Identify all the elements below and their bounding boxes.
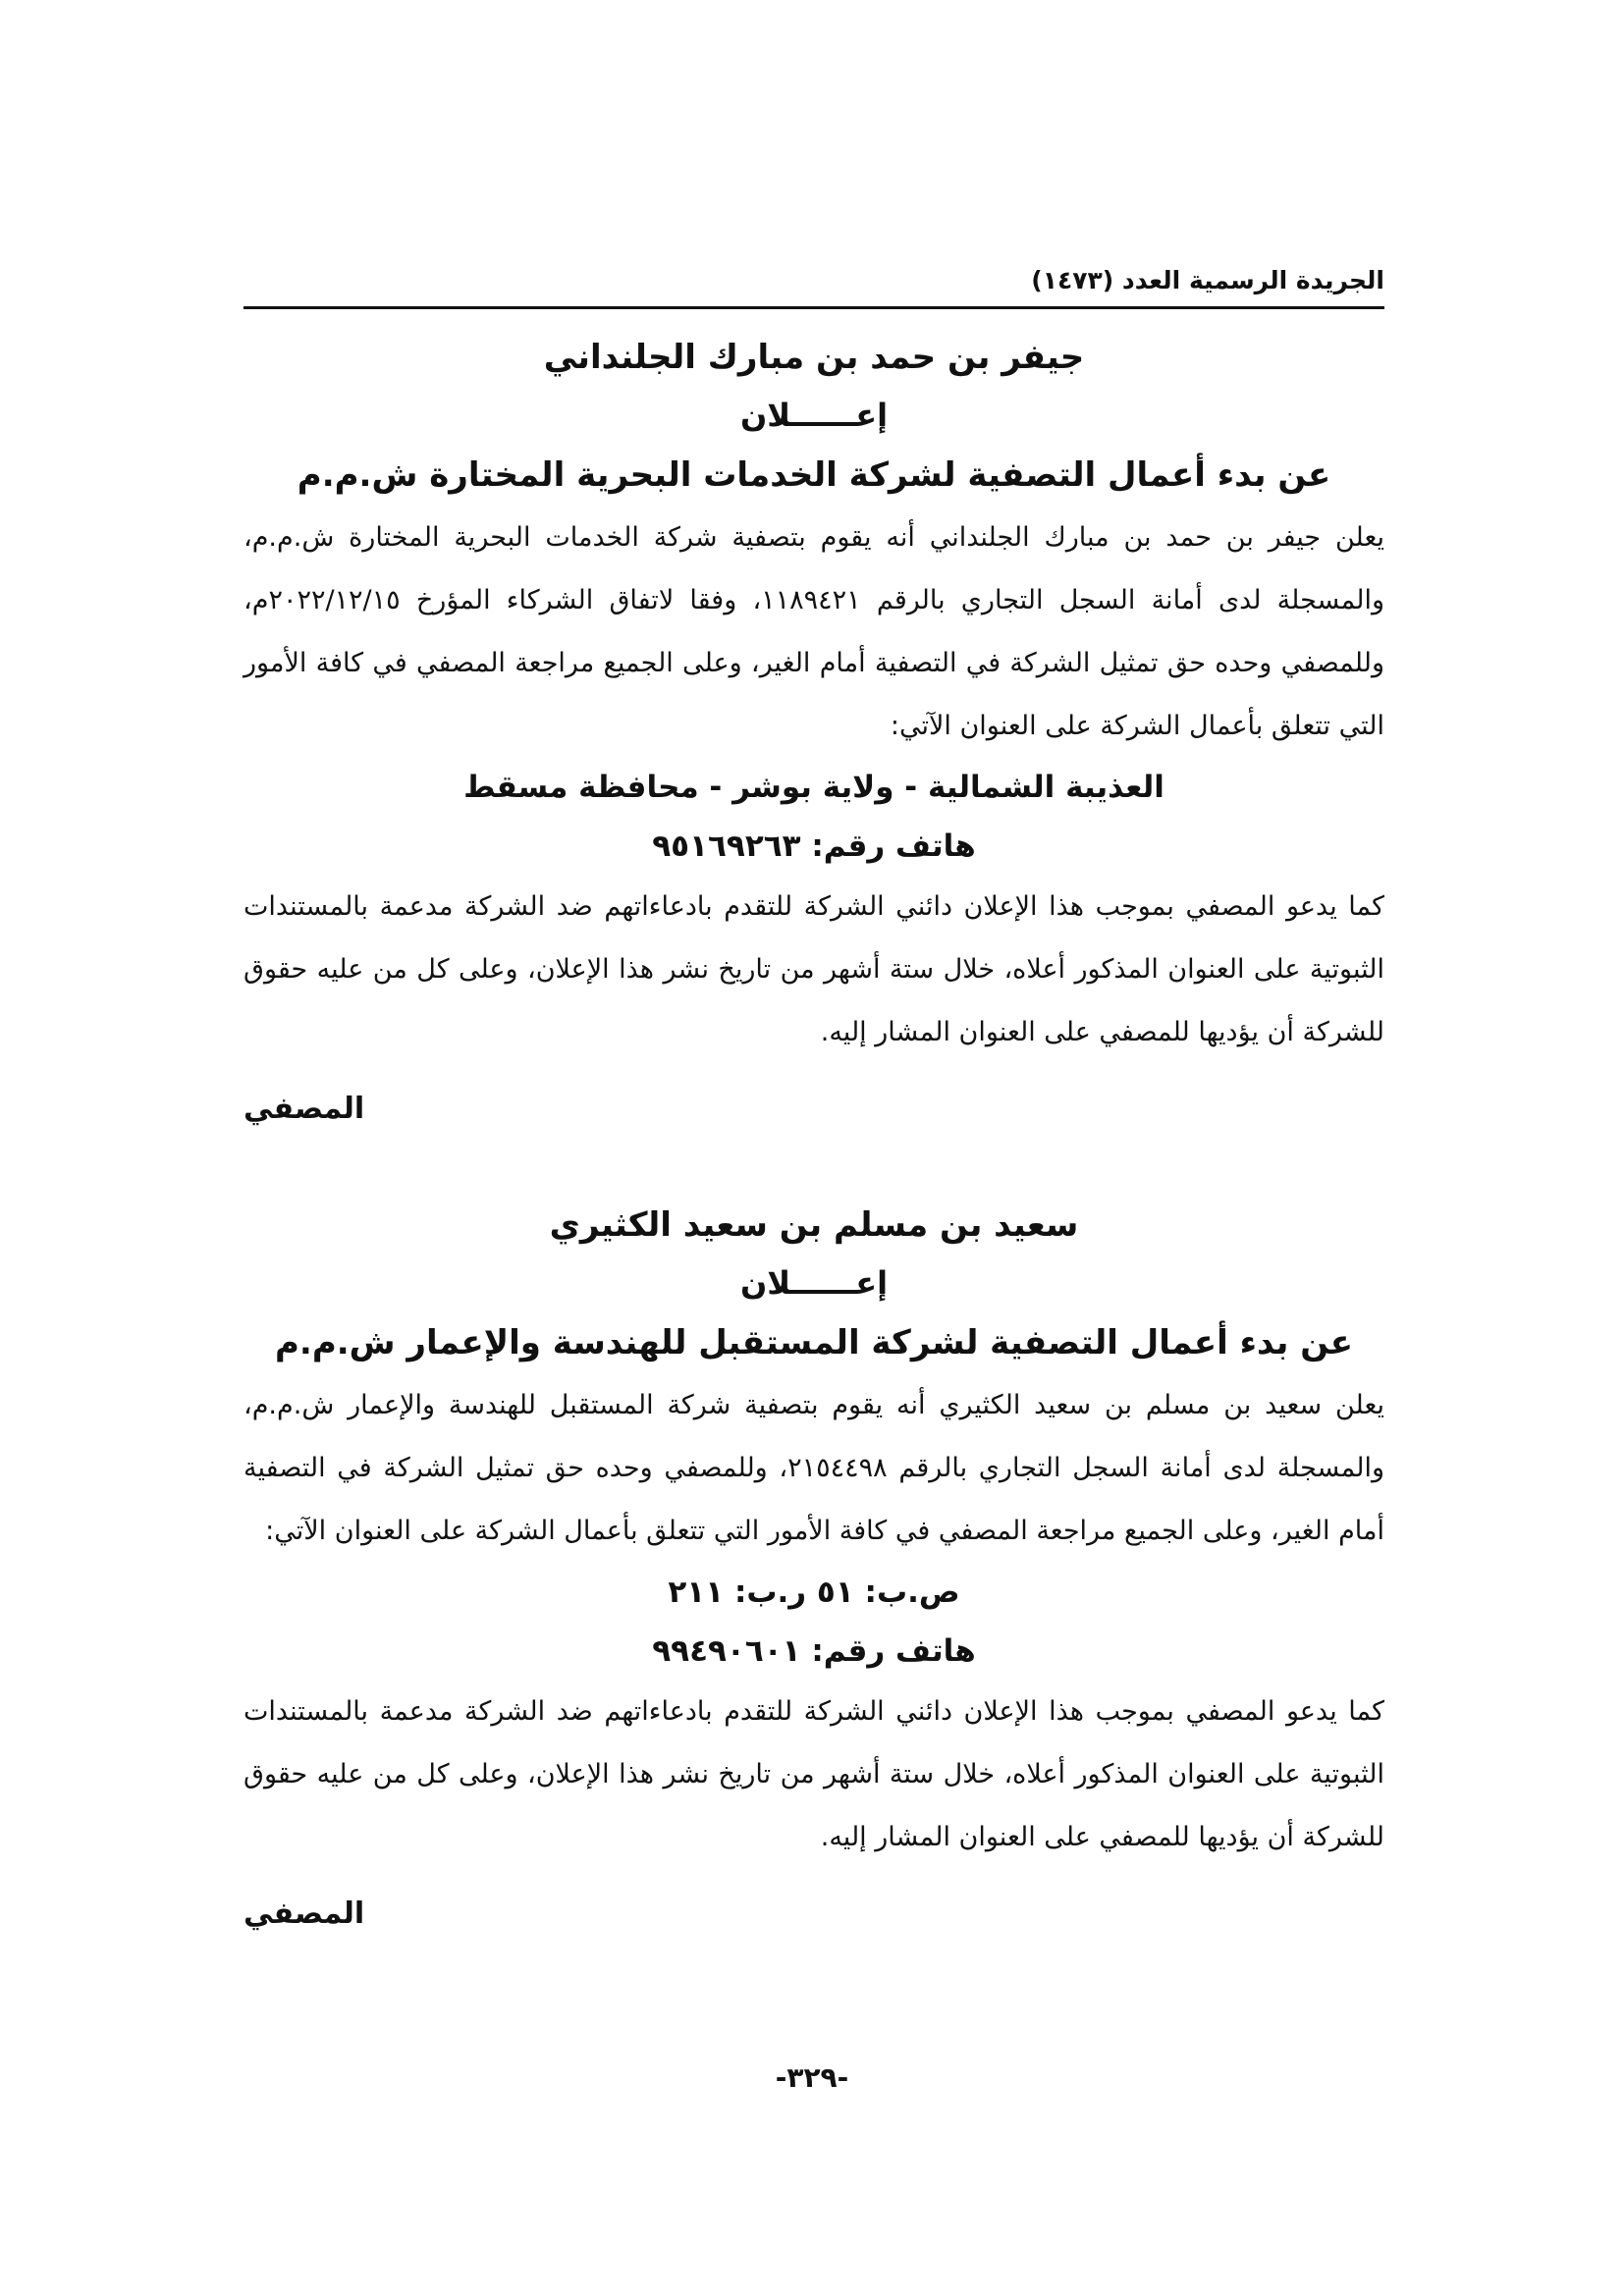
notice-phone: هاتف رقم: ٩٩٤٩٠٦٠١ bbox=[652, 1633, 976, 1669]
notice-po-box: ص.ب: ٥١ ر.ب: ٢١١ bbox=[668, 1575, 960, 1610]
liquidator-signature: المصفي bbox=[244, 1896, 365, 1931]
header-divider bbox=[244, 306, 1384, 309]
liquidator-signature: المصفي bbox=[244, 1092, 365, 1126]
notice-phone: هاتف رقم: ٩٥١٦٩٢٦٣ bbox=[652, 828, 976, 864]
notice-address: العذيبة الشمالية - ولاية بوشر - محافظة مسقط bbox=[463, 770, 1164, 805]
liquidator-name: جيفر بن حمد بن مبارك الجلنداني bbox=[543, 338, 1085, 377]
liquidation-notice bbox=[244, 328, 1384, 1141]
gazette-header-title: الجريدة الرسمية العدد (١٤٧٣) bbox=[1031, 266, 1384, 294]
creditors-paragraph: كما يدعو المصفي بموجب هذا الإعلان دائني الشركة للتقدم بادعاءاتهم ضد الشركة مدعمة بالمستندات الثبوتية على العنوان المذكور أعلاه، خلال ستة أشهر من تاريخ نشر هذا الإعلان، وعلى كل من عليه حقوق للشركة أن يؤديها للمصفي على العنوان المشار إليه. bbox=[244, 1696, 1384, 1852]
notice-paragraph: يعلن سعيد بن مسلم بن سعيد الكثيري أنه يقوم بتصفية شركة المستقبل للهندسة والإعمار ش.م.م، والمسجلة لدى أمانة السجل التجاري بالرقم ٢١٥٤٤٩٨، وللمصفي وحده حق تمثيل الشركة في التصفية أمام الغير، وعلى الجميع مراجعة المصفي في كافة الأمور التي تتعلق بأعمال الشركة على العنوان الآتي: bbox=[244, 1390, 1384, 1546]
notice-subject: عن بدء أعمال التصفية لشركة المستقبل للهندسة والإعمار ش.م.م bbox=[274, 1323, 1354, 1362]
liquidator-name: سعيد بن مسلم بن سعيد الكثيري bbox=[549, 1205, 1079, 1245]
creditors-paragraph: كما يدعو المصفي بموجب هذا الإعلان دائني الشركة للتقدم بادعاءاتهم ضد الشركة مدعمة بالمستندات الثبوتية على العنوان المذكور أعلاه، خلال ستة أشهر من تاريخ نشر هذا الإعلان، وعلى كل من عليه حقوق للشركة أن يؤديها للمصفي على العنوان المشار إليه. bbox=[244, 891, 1384, 1047]
notice-subject: عن بدء أعمال التصفية لشركة الخدمات البحرية المختارة ش.م.م bbox=[297, 455, 1331, 495]
notice-paragraph: يعلن جيفر بن حمد بن مبارك الجلنداني أنه يقوم بتصفية شركة الخدمات البحرية المختارة ش.م.م، والمسجلة لدى أمانة السجل التجاري بالرقم ١١٨٩٤٢١، وفقا لاتفاق الشركاء المؤرخ ٢٠٢٢/١٢/١٥م، وللمصفي وحده حق تمثيل الشركة في التصفية أمام الغير، وعلى الجميع مراجعة المصفي في كافة الأمور التي تتعلق بأعمال الشركة على العنوان الآتي: bbox=[244, 522, 1384, 741]
notice-heading: إعــــــلان bbox=[739, 397, 889, 434]
liquidation-notice bbox=[244, 1196, 1384, 1946]
page-number: -٣٢٩- bbox=[775, 2061, 849, 2094]
notice-heading: إعــــــلان bbox=[739, 1264, 889, 1302]
